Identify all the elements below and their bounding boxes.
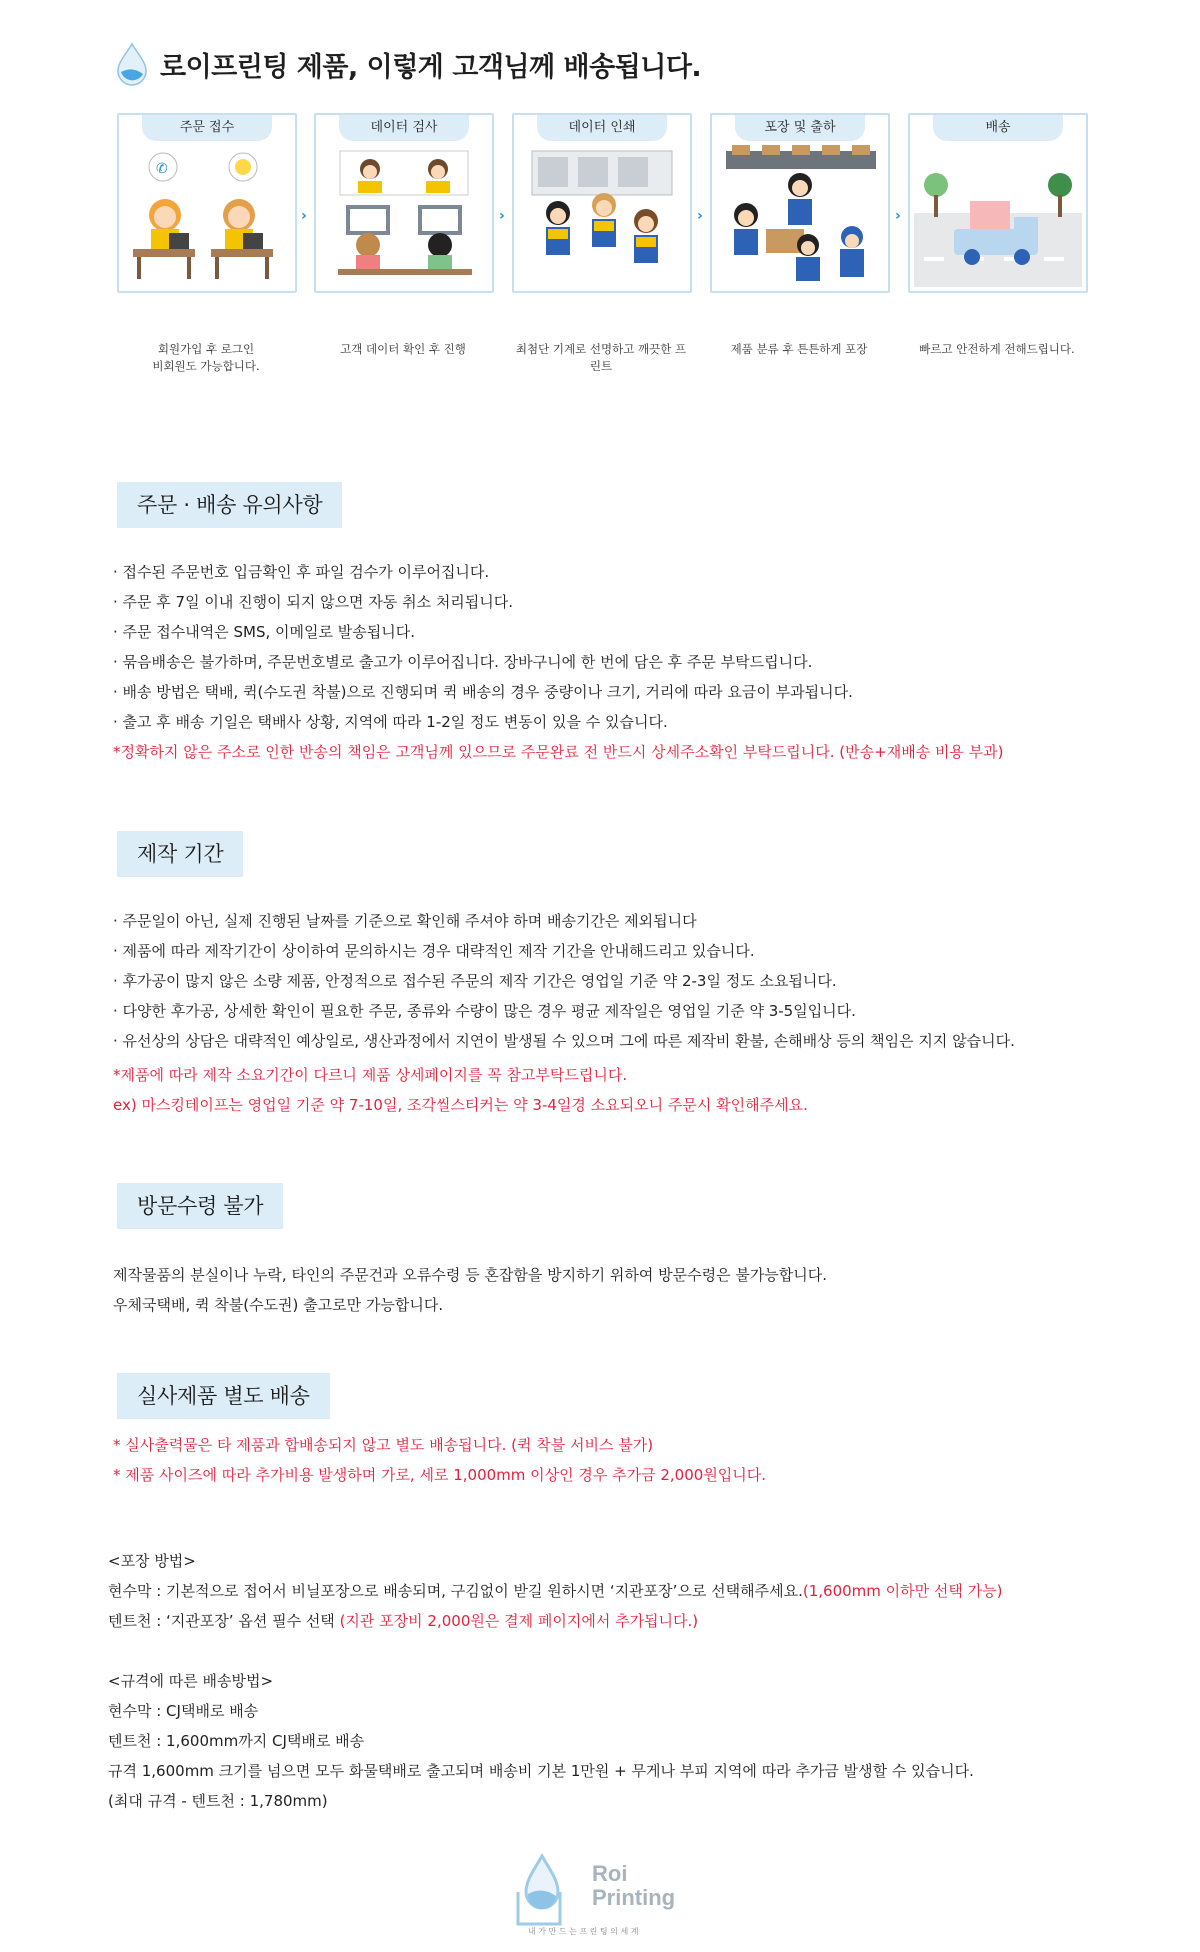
list-item: · 묶음배송은 불가하며, 주문번호별로 출고가 이루어집니다. 장바구니에 한 번에 담은 후 주문 부탁드립니다. bbox=[113, 653, 813, 671]
production-title: 제작 기간 bbox=[117, 831, 243, 877]
call-center-illustration bbox=[123, 145, 291, 287]
list-item: · 유선상의 상담은 대략적인 예상일로, 생산과정에서 지연이 발생될 수 있으며 그에 따른 제작비 환불, 손해배상 등의 책임은 지지 않습니다. bbox=[113, 1032, 1015, 1050]
svg-text:✆: ✆ bbox=[156, 161, 168, 177]
step-description: 제품 분류 후 튼튼하게 포장 bbox=[730, 342, 868, 356]
logo-drop-icon bbox=[512, 1852, 582, 1932]
chevron-right-icon: › bbox=[697, 208, 703, 224]
list-item: · 접수된 주문번호 입금확인 후 파일 검수가 이루어집니다. bbox=[113, 563, 490, 581]
spec-info bbox=[108, 1666, 974, 1816]
list-item: · 후가공이 많지 않은 소량 제품, 안정적으로 접수된 주문의 제작 기간은 영업일 기준 약 2-3일 정도 소요됩니다. bbox=[113, 972, 837, 990]
list-item: · 주문 접수내역은 SMS, 이메일로 발송됩니다. bbox=[113, 623, 415, 641]
list-item: 우체국택배, 퀵 착불(수도권) 출고로만 가능합니다. bbox=[113, 1296, 444, 1314]
silsa-title: 실사제품 별도 배송 bbox=[117, 1373, 330, 1419]
visit-list bbox=[113, 1260, 827, 1320]
step-card bbox=[710, 113, 890, 293]
chevron-right-icon: › bbox=[499, 208, 505, 224]
production-warning: ex) 마스킹테이프는 영업일 기준 약 7-10일, 조각씰스티커는 약 3-4일경 소요되오니 주문시 확인해주세요. bbox=[113, 1096, 808, 1114]
step-card bbox=[908, 113, 1088, 293]
step-card bbox=[512, 113, 692, 293]
list-item: 제작물품의 분실이나 누락, 타인의 주문건과 오류수령 등 혼잡함을 방지하기 위하여 방문수령은 불가능합니다. bbox=[113, 1266, 828, 1284]
list-item: (최대 규격 - 텐트천 : 1,780mm) bbox=[108, 1792, 328, 1810]
notice-list bbox=[113, 557, 1004, 767]
packing-line: 텐트천 : ‘지관포장’ 옵션 필수 선택 (지관 포장비 2,000원은 결제 페이지에서 추가됩니다.) bbox=[108, 1612, 699, 1630]
packing-line: 현수막 : 기본적으로 접어서 비닐포장으로 배송되며, 구김없이 받길 원하시면 ‘지관포장’으로 선택해주세요.(1,600mm 이하만 선택 가능) bbox=[108, 1582, 1003, 1600]
step-description: 고객 데이터 확인 후 진행 bbox=[340, 342, 466, 356]
production-section-header bbox=[117, 831, 243, 877]
step-label: 데이터 인쇄 bbox=[537, 115, 667, 141]
visit-title: 방문수령 불가 bbox=[117, 1183, 283, 1229]
list-item: · 배송 방법은 택배, 퀵(수도권 착불)으로 진행되며 퀵 배송의 경우 중량이나 크기, 거리에 따라 요금이 부과됩니다. bbox=[113, 683, 853, 701]
packing-illustration bbox=[716, 145, 884, 287]
logo-slogan: 내 가 만 드 는 프 린 팅 의 세 계 bbox=[528, 1927, 639, 1936]
process-steps bbox=[117, 113, 1087, 373]
roi-printing-logo bbox=[512, 1852, 692, 1942]
production-list bbox=[113, 906, 1015, 1120]
silsa-section-header bbox=[117, 1373, 330, 1419]
notice-warning: *정확하지 않은 주소로 인한 반송의 책임은 고객님께 있으므로 주문완료 전 반드시 상세주소확인 부탁드립니다. (반송+재배송 비용 부과) bbox=[113, 743, 1004, 761]
silsa-list bbox=[113, 1430, 766, 1490]
spec-heading: <규격에 따른 배송방법> bbox=[108, 1672, 274, 1690]
packing-heading: <포장 방법> bbox=[108, 1552, 196, 1570]
list-item: 현수막 : CJ택배로 배송 bbox=[108, 1702, 259, 1720]
step-delivery bbox=[908, 113, 1086, 358]
step-label: 주문 접수 bbox=[142, 115, 272, 141]
notice-section-header bbox=[117, 482, 342, 528]
step-card bbox=[314, 113, 494, 293]
step-data-print bbox=[512, 113, 690, 375]
packing-info bbox=[108, 1546, 1003, 1636]
list-item: · 주문 후 7일 이내 진행이 되지 않으면 자동 취소 처리됩니다. bbox=[113, 593, 514, 611]
visit-section-header bbox=[117, 1183, 283, 1229]
step-order bbox=[117, 113, 295, 375]
production-warning: *제품에 따라 제작 소요기간이 다르니 제품 상세페이지를 꼭 참고부탁드립니다. bbox=[113, 1066, 628, 1084]
step-description: 회원가입 후 로그인 비회원도 가능합니다. bbox=[152, 342, 260, 373]
step-packing bbox=[710, 113, 888, 358]
list-item: · 다양한 후가공, 상세한 확인이 필요한 주문, 종류와 수량이 많은 경우 평균 제작일은 영업일 기준 약 3-5일입니다. bbox=[113, 1002, 856, 1020]
logo-text: Roi Printing bbox=[592, 1861, 676, 1910]
printing-illustration bbox=[518, 145, 686, 287]
water-drop-icon bbox=[114, 42, 150, 86]
step-label: 배송 bbox=[933, 115, 1063, 141]
chevron-right-icon: › bbox=[895, 208, 901, 224]
step-description: 최첨단 기계로 선명하고 깨끗한 프린트 bbox=[515, 342, 687, 373]
data-check-illustration bbox=[320, 145, 488, 287]
page-header bbox=[114, 36, 701, 92]
list-item: 텐트천 : 1,600mm까지 CJ택배로 배송 bbox=[108, 1732, 365, 1750]
page-title: 로이프린팅 제품, 이렇게 고객님께 배송됩니다. bbox=[160, 51, 702, 83]
step-label: 데이터 검사 bbox=[339, 115, 469, 141]
step-card bbox=[117, 113, 297, 293]
silsa-warning: * 실사출력물은 타 제품과 합배송되지 않고 별도 배송됩니다. (퀵 착불 서비스 불가) bbox=[113, 1436, 654, 1454]
list-item: · 제품에 따라 제작기간이 상이하여 문의하시는 경우 대략적인 제작 기간을 안내해드리고 있습니다. bbox=[113, 942, 755, 960]
list-item: 규격 1,600mm 크기를 넘으면 모두 화물택배로 출고되며 배송비 기본 1만원 + 무게나 부피 지역에 따라 추가금 발생할 수 있습니다. bbox=[108, 1762, 974, 1780]
list-item: · 출고 후 배송 기일은 택배사 상황, 지역에 따라 1-2일 정도 변동이 있을 수 있습니다. bbox=[113, 713, 668, 731]
step-description: 빠르고 안전하게 전해드립니다. bbox=[919, 342, 1075, 356]
delivery-truck-illustration bbox=[914, 145, 1082, 287]
step-data-check bbox=[314, 113, 492, 358]
notice-title: 주문 · 배송 유의사항 bbox=[117, 482, 342, 528]
silsa-warning: * 제품 사이즈에 따라 추가비용 발생하며 가로, 세로 1,000mm 이상인 경우 추가금 2,000원입니다. bbox=[113, 1466, 767, 1484]
step-label: 포장 및 출하 bbox=[735, 115, 865, 141]
list-item: · 주문일이 아닌, 실제 진행된 날짜를 기준으로 확인해 주셔야 하며 배송기간은 제외됩니다 bbox=[113, 912, 697, 930]
chevron-right-icon: › bbox=[301, 208, 307, 224]
